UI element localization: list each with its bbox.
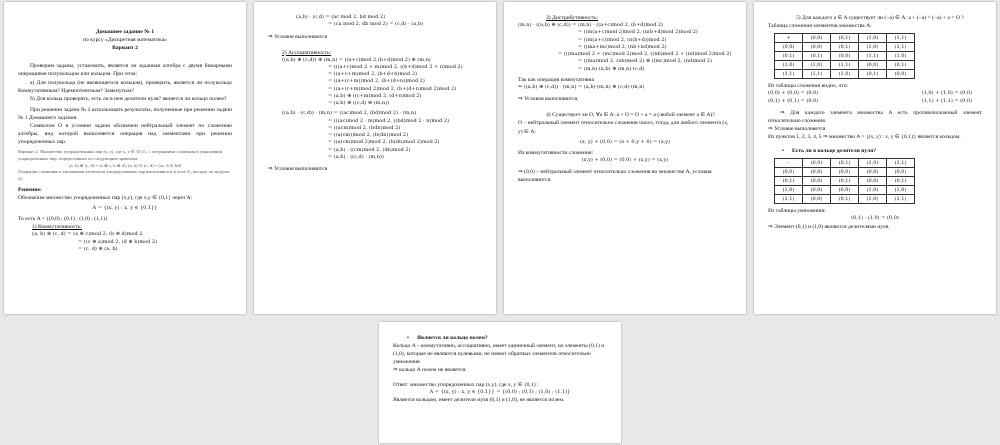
assoc-mul-5: = ((a(cm)mod 2)mod 2, (b(dn)mod 2)mod 2) bbox=[328, 139, 440, 146]
table-cell: (0,0) bbox=[887, 70, 915, 79]
answer-end: Является кольцом, имеет делители нуля (0,1) и (1,0), не является полем. bbox=[393, 396, 565, 403]
table-cell: + bbox=[775, 34, 803, 43]
step-inverse: 5) Для каждого a ∈ A существует ли (−a) ∈ A: a + (−a) = (−a) + a = O ? bbox=[796, 15, 964, 21]
assoc-mul-4: = ((a(cm))mod 2, (b(dn))mod 2) bbox=[328, 132, 409, 139]
table-cell: (0,1) bbox=[831, 177, 859, 186]
table-cell: (1,1) bbox=[831, 61, 859, 70]
conclusion-2: ⇒ Условия выполняются bbox=[268, 166, 328, 173]
assoc-mul-7: = (a,b) · ((c,d) · (m,n)) bbox=[328, 153, 384, 160]
dist-line-7: = (m,n)·(a,b) ⊕ (m,n)·(c,d) bbox=[578, 65, 645, 72]
step-distributivity: 3) Дистрибутивность: bbox=[546, 15, 599, 21]
conclusion-3: ⇒ Условия выполняются bbox=[518, 96, 578, 103]
inverse-eq-1b: (1,0) + (1,0) = (0,0) bbox=[921, 90, 972, 97]
table-cell: (1,1) bbox=[775, 195, 803, 204]
table-row bbox=[775, 43, 915, 52]
table-row bbox=[775, 70, 915, 79]
document-page-3 bbox=[504, 2, 746, 314]
variant-extra: Операции сложения и умножения элементов упорядоченных пар выполняются в поле Z₂ (кольце по модулю 2). bbox=[18, 169, 230, 182]
zero-eq-2: (x,y) + (0,0) = (0,0) + (x,y) = (x,y) bbox=[581, 157, 669, 164]
assoc-mul-3: = ((acm)mod 2, (bdn)mod 2) bbox=[328, 124, 401, 131]
table-cell: (1,0) bbox=[887, 186, 915, 195]
table-cell: (0,0) bbox=[859, 177, 887, 186]
table-cell: (0,0) bbox=[831, 186, 859, 195]
table-row bbox=[775, 159, 915, 168]
zero-eq-1: (x, y) + (0,0) = (x + 0,y + 0) = (x,y) bbox=[579, 138, 671, 145]
comm-text: Из коммутативности сложения: bbox=[518, 149, 594, 156]
conclusion-4: ⇒ (0,0) – нейтральный элемент относительно сложения во множестве A, условия выполняются. bbox=[518, 169, 712, 184]
comm-note: Так как операция коммутативна bbox=[518, 76, 595, 83]
conclusion-5b: ⇒ Условие выполняется bbox=[768, 126, 826, 133]
document-page-5 bbox=[379, 322, 621, 443]
table-cell: (1,1) bbox=[859, 52, 887, 61]
dist-line-6: = ((ma)mod 2, (nb)mod 2) ⊕ ((mc)mod 2, (nd)mod 2) bbox=[578, 58, 712, 65]
dist-line-4: = ((ma+mc)mod 2, (nb+nd)mod 2) bbox=[578, 43, 667, 50]
field-conclusion: ⇒ кольцо A полем не является. bbox=[393, 367, 467, 374]
doc-variant: Вариант 2 bbox=[112, 45, 138, 52]
assoc-add-7: = (a,b) ⊕ ((c,d) ⊕ (m,n)) bbox=[328, 100, 390, 107]
inverse-eq-2a: (0,1) + (0,1) = (0,0) bbox=[768, 97, 819, 104]
table-row bbox=[775, 52, 915, 61]
table-cell: (1,1) bbox=[803, 70, 831, 79]
task-b: б) Для кольца проверить, есть ли в нем делители нуля? является ли кольцо полем? bbox=[30, 95, 227, 102]
table-cell: (1,0) bbox=[803, 61, 831, 70]
table-cell: (1,0) bbox=[775, 61, 803, 70]
assoc-add-3: = ((a+c+m)mod 2, (b+d+n)mod 2) bbox=[328, 71, 418, 78]
dist-line-2: = ((m(a+c)mod 2)mod 2, (n(b+d)mod 2)mod 2) bbox=[578, 29, 698, 36]
table-cell: (0,0) bbox=[859, 61, 887, 70]
inverse-row-1 bbox=[768, 90, 982, 97]
intro-text: Проверим заданы, установить, является ли заданная алгебра с двумя бинарными операциями полукольцом или кольцом. При этом: bbox=[18, 63, 232, 78]
table-cell: (0,1) bbox=[803, 52, 831, 61]
table-cell: (1,1) bbox=[887, 159, 915, 168]
assoc-add-5: = ((a+(c+m)mod 2)mod 2, (b+(d+n)mod 2)mod 2) bbox=[328, 85, 457, 92]
comm-line-2: = ((c ⊕ a)mod 2, (d ⊕ b)mod 2) bbox=[78, 238, 158, 245]
dist-line-3: = ((m(a+c))mod 2, (n(b+d))mod 2) bbox=[578, 36, 667, 43]
doc-title: Домашнее задание № 1 bbox=[95, 29, 155, 35]
table-cell: (0,0) bbox=[831, 168, 859, 177]
table-cell: · bbox=[775, 159, 803, 168]
table-cell: (0,1) bbox=[831, 43, 859, 52]
table-cell: (0,0) bbox=[803, 168, 831, 177]
table-cell: (1,1) bbox=[887, 43, 915, 52]
conclusion-5: ⇒ Для каждого элемента множества A есть противоположный элемент относительно сложения. bbox=[768, 109, 982, 124]
mul-comm-line-2: = (ca mod 2, db mod 2) = (c,d) · (a,b) bbox=[328, 21, 423, 28]
table-row bbox=[775, 186, 915, 195]
table-cell: (0,0) bbox=[803, 195, 831, 204]
solution-label: Решение: bbox=[18, 186, 42, 193]
inverse-eq-2b: (1,1) + (1,1) = (0,0) bbox=[921, 97, 972, 104]
task-a: а) Для полукольца (не являющегося кольцом), проверить, является ли полукольцо Коммутативным? Идемпотентным? Замкнутым? bbox=[18, 79, 232, 94]
document-page-4 bbox=[754, 2, 996, 314]
step-associativity: 2) Ассоциативность: bbox=[282, 49, 332, 56]
table-cell: (0,1) bbox=[831, 159, 859, 168]
document-page-2 bbox=[254, 2, 496, 314]
answer-set: A = {(x, y) : x, y ∈ {0,1}} = {(0,0) ; (0,1) ; (1,0) ; (1,1)} bbox=[429, 388, 571, 395]
table-cell: (1,0) bbox=[831, 70, 859, 79]
field-question: • Является ли кольцо полем? bbox=[393, 334, 607, 342]
table-cell: (0,1) bbox=[831, 195, 859, 204]
symbol-note: Символом О в условии задачи обозначен нейтральный элемент по сложению алгебры, вид которой выполняется операция над элементами при решении упорядоченных пар. bbox=[18, 123, 232, 146]
zero-element-text: O – нейтральный элемент относительно сложения чисел, тогда, для любого элемента (x, y) ∈ A: bbox=[518, 120, 729, 135]
assoc-add-6: = (a,b) ⊕ ((c+m)mod 2, (d+n)mod 2) bbox=[328, 92, 422, 99]
assoc-mul-1: ((a,b) · (c,d)) · (m,n) = ((ac)mod 2, (bd)mod 2) · (m,n) bbox=[282, 110, 417, 117]
assoc-mul-2: = (((ac)mod 2 · m)mod 2, ((bd)mod 2 · n)mod 2) bbox=[328, 117, 450, 124]
step-zero-element: 4) Существует ли O, ∀a ∈ A: a + O = O + a = a (любой элемент a ∈ A)? bbox=[546, 112, 715, 119]
table-cell: (1,0) bbox=[859, 159, 887, 168]
table-cell: (1,0) bbox=[859, 195, 887, 204]
add-table-caption: Таблица сложения элементов множества A: bbox=[768, 23, 872, 30]
ring-conclusion: Из пунктов 1, 2, 3, 4, 5 ⇒ множество A = {(x, y) : x, y ∈ {0,1}} является кольцом. bbox=[768, 134, 961, 141]
table-cell: (0,0) bbox=[803, 177, 831, 186]
assoc-add-4: = ((a+(c+m))mod 2, (b+(d+n))mod 2) bbox=[328, 78, 425, 85]
mul-table-caption: Из таблицы умножения: bbox=[768, 208, 826, 215]
step-commutativity: 1) Коммутативность: bbox=[32, 224, 82, 231]
doc-subtitle: по курсу «Дискретная математика» bbox=[83, 37, 167, 44]
comm-line-3: = (c, d) ⊕ (a, b) bbox=[78, 245, 118, 252]
table-cell: (0,0) bbox=[803, 43, 831, 52]
table-cell: (0,1) bbox=[831, 34, 859, 43]
table-cell: (1,0) bbox=[859, 186, 887, 195]
zero-divisor-eq: (0,1) · (1,0) = (0,0) bbox=[851, 215, 899, 222]
assoc-add-2: = (((a+c)mod 2 + m)mod 2, ((b+d)mod 2 + n)mod 2) bbox=[328, 63, 463, 70]
table-cell: (0,1) bbox=[887, 61, 915, 70]
table-cell: (0,1) bbox=[887, 177, 915, 186]
inverse-eq-1a: (0,0) + (0,0) = (0,0) bbox=[768, 90, 819, 97]
task-c: При решении задачи № 2 использовать результаты, полученные при решении задачи № 1 Домашнего задания. bbox=[18, 106, 232, 121]
assoc-mul-6: = (a,b) · ((cm)mod 2, (dn)mod 2) bbox=[328, 146, 411, 153]
table-cell: (0,0) bbox=[775, 168, 803, 177]
dist-line-5: = (((ma)mod 2 + (mc)mod 2)mod 2, ((nb)mod 2 + (nd)mod 2)mod 2) bbox=[558, 51, 732, 58]
table-row bbox=[775, 61, 915, 70]
answer-text: Ответ: множество упорядоченных пар (x,y), где x, y ∈ {0,1}: bbox=[393, 381, 538, 388]
table-cell: (0,1) bbox=[859, 70, 887, 79]
table-cell: (1,0) bbox=[887, 52, 915, 61]
set-definition: A = {(x, y) : x, y ∈ {0,1}} bbox=[92, 204, 158, 211]
table-row bbox=[775, 168, 915, 177]
table-cell: (0,1) bbox=[775, 177, 803, 186]
conclusion-6: ⇒ Элемент (0,1) и (1,0) являются делителями нуля. bbox=[768, 223, 890, 230]
dist-line-1: (m,n) · ((a,b) ⊕ (c,d)) = (m,n) · ((a+c)mod 2, (b+d)mod 2) bbox=[518, 22, 664, 29]
table-cell: (0,0) bbox=[803, 34, 831, 43]
dist-line-8: ⇒ ((a,b) ⊕ (c,d)) · (m,n) = (a,b)·(m,n) ⊕ (c,d)·(m,n) bbox=[518, 83, 645, 90]
table-cell: (0,0) bbox=[803, 186, 831, 195]
variant-note: Вариант 2. Множество упорядоченных пар (x, y), где x, y ∈ {0,1}, с операциями сложения и умножения упорядоченных пар, определенных по следующим правилам: bbox=[18, 149, 222, 162]
from-table-text: Из таблицы сложения видно, что: bbox=[768, 83, 849, 90]
table-row bbox=[775, 177, 915, 186]
table-cell: (0,0) bbox=[831, 52, 859, 61]
table-cell: (0,0) bbox=[803, 159, 831, 168]
table-cell: (1,1) bbox=[775, 70, 803, 79]
field-text: Кольцо A – коммутативно, ассоциативно, имеет единичный элемент, но элементы (0,1) и (1,0), которые не являются нулевыми, не имеют обратных элементов относительно умножения bbox=[393, 343, 605, 366]
table-cell: (0,1) bbox=[775, 52, 803, 61]
multiplication-table bbox=[774, 158, 915, 204]
table-cell: (0,0) bbox=[887, 168, 915, 177]
table-cell: (0,0) bbox=[775, 43, 803, 52]
zero-divisor-question: • Есть ли в кольце делители нуля? bbox=[768, 147, 982, 155]
solution-text: Обозначим множество упорядоченных пар (x,y), где x,y ∈ {0,1} через A: bbox=[18, 194, 193, 201]
conclusion-1: ⇒ Условия выполняются bbox=[268, 33, 328, 40]
table-cell: (1,0) bbox=[859, 43, 887, 52]
variant-formula: (a, b) ⊕ (c, d) = (a ⊕ c, b ⊕ d); (a, b) ⊙ (c, d) = (ac, b ⊙ bd) bbox=[68, 162, 182, 168]
table-cell: (1,1) bbox=[887, 34, 915, 43]
set-enumeration: То есть A = {(0,0) ; (0,1) ; (1,0) ; (1,1)} bbox=[18, 216, 108, 223]
table-cell: (1,0) bbox=[859, 34, 887, 43]
table-row bbox=[775, 195, 915, 204]
table-cell: (1,0) bbox=[775, 186, 803, 195]
table-cell: (0,0) bbox=[859, 168, 887, 177]
document-page-1 bbox=[4, 2, 246, 314]
assoc-add-1: ((a,b) ⊕ (c,d)) ⊕ (m,n) = ((a+c)mod 2,(b+d)mod 2) ⊕ (m,n) bbox=[282, 56, 431, 63]
mul-comm-line-1: (a,b) · (c,d) = (ac mod 2, bd mod 2) bbox=[296, 14, 386, 20]
addition-table bbox=[774, 33, 915, 79]
inverse-row-2 bbox=[768, 98, 982, 105]
table-row bbox=[775, 34, 915, 43]
comm-line-1: (a, b) ⊕ (c, d) = (a ⊕ c)mod 2, (b ⊕ d)mod 2 bbox=[32, 231, 143, 238]
table-cell: (1,1) bbox=[887, 195, 915, 204]
